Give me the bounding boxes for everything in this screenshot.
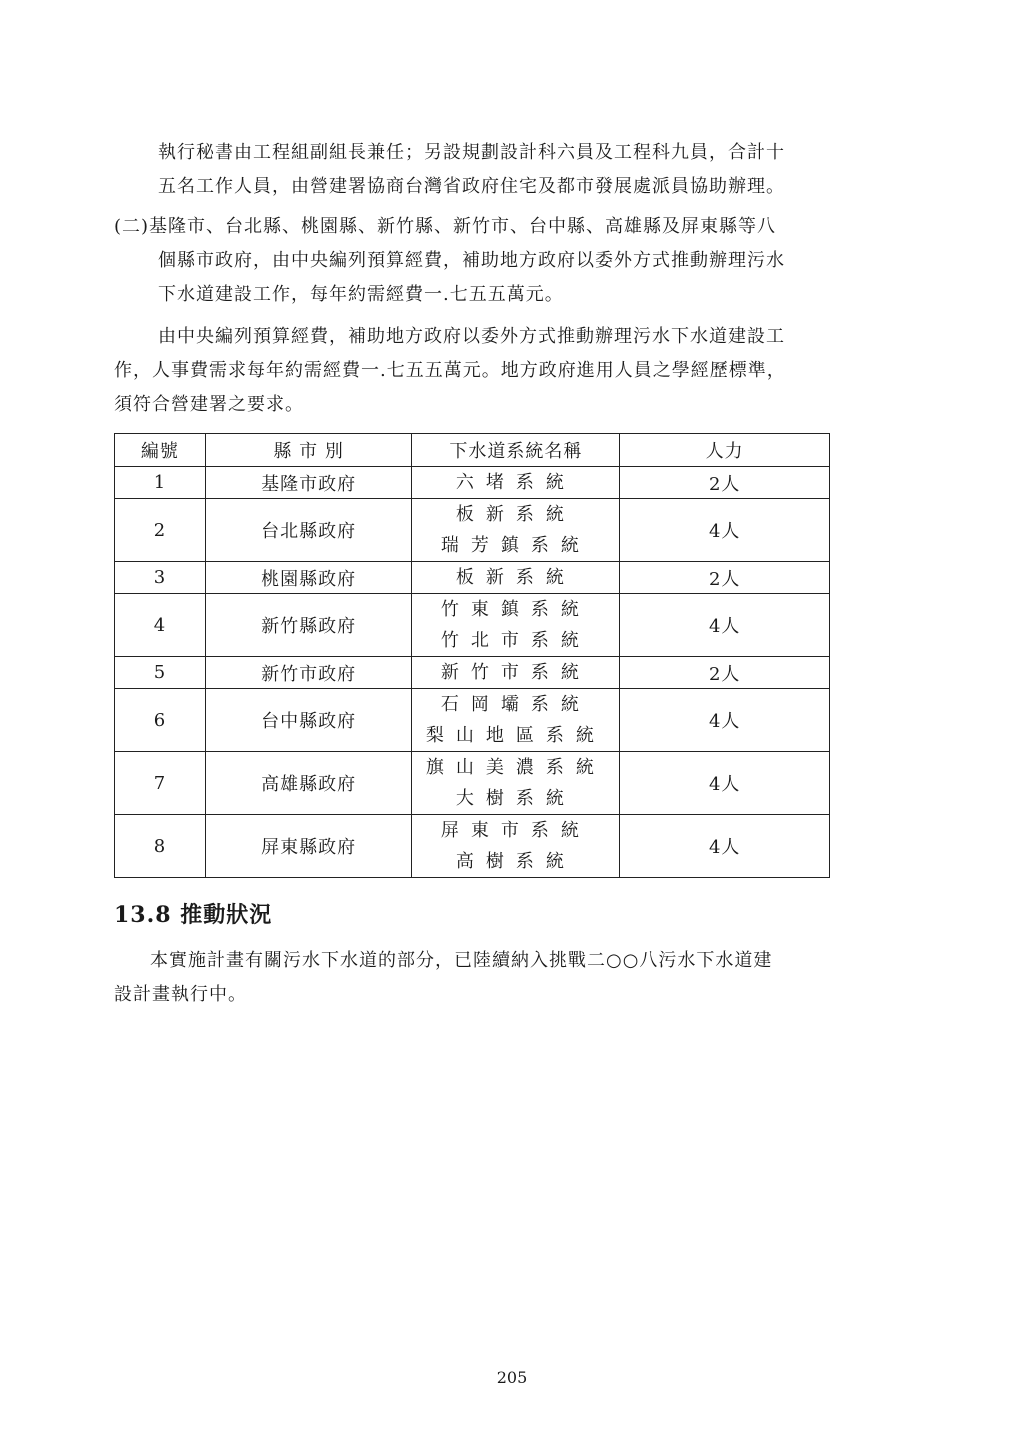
cell-number: 6 [115, 689, 206, 752]
table-row [115, 467, 830, 499]
staffing-table [114, 433, 830, 878]
cell-number: 1 [115, 467, 206, 499]
sewer-system-name: 竹北市系統 [440, 630, 591, 651]
sewer-system-name: 梨山地區系統 [425, 725, 606, 746]
cell-staff: 4人 [620, 752, 830, 815]
text-line: (二)基隆市、台北縣、桃園縣、新竹縣、新竹市、台中縣、高雄縣及屏東縣等八 [114, 216, 777, 237]
page-number: 205 [496, 1368, 528, 1387]
header-number: 編號 [115, 434, 206, 467]
sewer-system-name: 瑞芳鎮系統 [440, 535, 591, 556]
cell-sewer-systems [412, 467, 620, 499]
table-header-row [115, 434, 830, 467]
cell-county: 高雄縣政府 [205, 752, 412, 815]
cell-sewer-systems [412, 562, 620, 594]
cell-county: 台中縣政府 [205, 689, 412, 752]
text-line: 作，人事費需求每年約需經費一.七五五萬元。地方政府進用人員之學經歷標準， [114, 360, 786, 381]
cell-county: 基隆市政府 [205, 467, 412, 499]
cell-sewer-systems [412, 689, 620, 752]
paragraph-item-two [114, 210, 854, 312]
table-row [115, 657, 830, 689]
cell-number: 3 [115, 562, 206, 594]
paragraph-executive-secretary [158, 136, 848, 204]
cell-number: 5 [115, 657, 206, 689]
table-row [115, 752, 830, 815]
sewer-system-name: 六堵系統 [455, 472, 576, 493]
cell-county: 屏東縣政府 [205, 815, 412, 878]
sewer-system-name: 屏東市系統 [440, 820, 591, 841]
cell-number: 7 [115, 752, 206, 815]
sewer-system-name: 板新系統 [455, 504, 576, 525]
text-line: 設計畫執行中。 [114, 984, 247, 1005]
text-line: 本實施計畫有關污水下水道的部分，已陸續納入挑戰二○○八污水下水道建 [150, 950, 773, 971]
table-row [115, 499, 830, 562]
sewer-system-name: 高樹系統 [455, 851, 576, 872]
cell-number: 8 [115, 815, 206, 878]
header-staff: 人力 [620, 434, 830, 467]
cell-sewer-systems [412, 815, 620, 878]
sewer-system-name: 石岡壩系統 [440, 694, 591, 715]
cell-staff: 2人 [620, 467, 830, 499]
cell-staff: 4人 [620, 815, 830, 878]
text-line: 個縣市政府，由中央編列預算經費，補助地方政府以委外方式推動辦理污水 [158, 250, 785, 271]
cell-sewer-systems [412, 752, 620, 815]
cell-sewer-systems [412, 499, 620, 562]
table-row [115, 689, 830, 752]
sewer-system-name: 旗山美濃系統 [425, 757, 606, 778]
cell-county: 台北縣政府 [205, 499, 412, 562]
text-line: 執行秘書由工程組副組長兼任；另設規劃設計科六員及工程科九員，合計十 [158, 142, 785, 163]
sewer-system-name: 大樹系統 [455, 788, 576, 809]
cell-county: 新竹縣政府 [205, 594, 412, 657]
cell-county: 新竹市政府 [205, 657, 412, 689]
cell-sewer-systems [412, 657, 620, 689]
cell-staff: 2人 [620, 657, 830, 689]
cell-number: 4 [115, 594, 206, 657]
cell-staff: 2人 [620, 562, 830, 594]
text-line: 由中央編列預算經費，補助地方政府以委外方式推動辦理污水下水道建設工 [158, 326, 785, 347]
paragraph-funding [114, 320, 844, 422]
section-title: 13.8 推動狀況 [114, 902, 273, 928]
sewer-system-name: 新竹市系統 [440, 662, 591, 683]
text-line: 下水道建設工作，每年約需經費一.七五五萬元。 [158, 284, 564, 305]
text-line: 須符合營建署之要求。 [114, 394, 304, 415]
cell-staff: 4人 [620, 689, 830, 752]
sewer-system-name: 竹東鎮系統 [440, 599, 591, 620]
table-row [115, 594, 830, 657]
text-line: 五名工作人員，由營建署協商台灣省政府住宅及都市發展處派員協助辦理。 [158, 176, 785, 197]
table-row [115, 562, 830, 594]
header-sewer-system: 下水道系統名稱 [412, 434, 620, 467]
cell-county: 桃園縣政府 [205, 562, 412, 594]
table-row [115, 815, 830, 878]
cell-sewer-systems [412, 594, 620, 657]
header-county: 縣 市 別 [205, 434, 412, 467]
cell-number: 2 [115, 499, 206, 562]
cell-staff: 4人 [620, 499, 830, 562]
sewer-system-name: 板新系統 [455, 567, 576, 588]
cell-staff: 4人 [620, 594, 830, 657]
section-body [114, 944, 844, 1012]
